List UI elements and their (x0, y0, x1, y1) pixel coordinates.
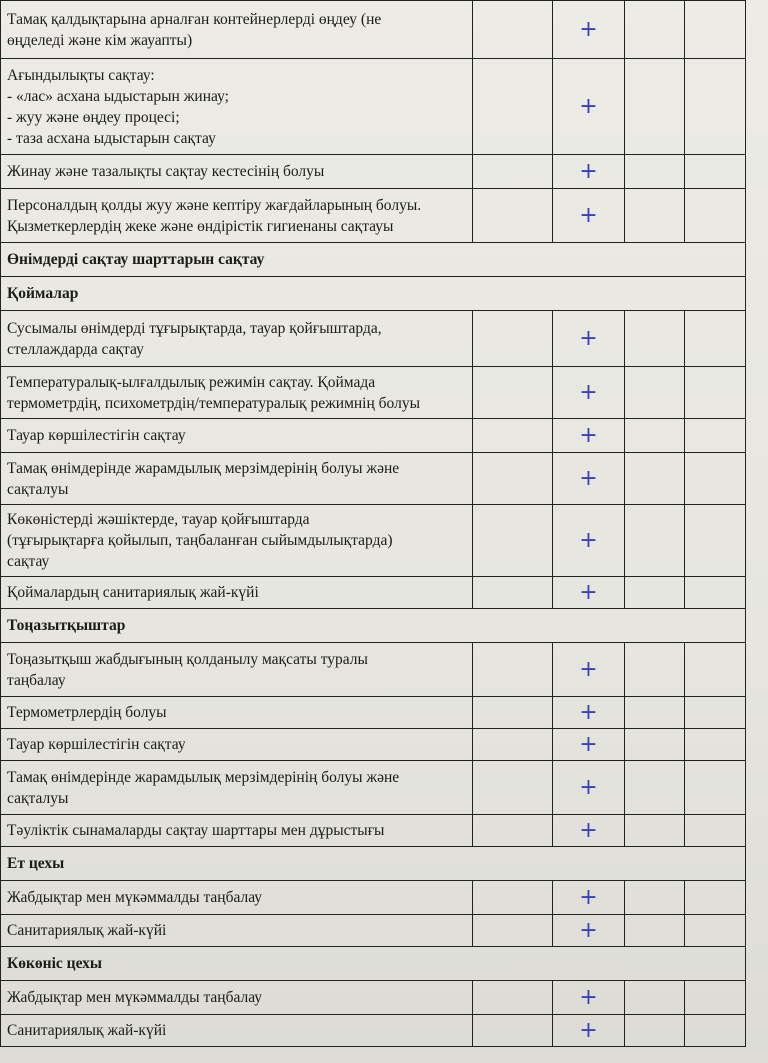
table-row (1, 311, 746, 367)
criterion-line: Тәуліктік сынамаларды сақтау шарттары мен дұрыстығы (7, 822, 385, 839)
criterion-line: Термометрлердің болуы (7, 704, 167, 721)
blank-cell (685, 1015, 746, 1047)
criterion-text (1, 155, 473, 189)
blank-cell (685, 761, 746, 815)
table-row (1, 815, 746, 847)
criterion-line: (тұғырықтарға қойылып, таңбаланған сыйымдылықтарда) (7, 532, 393, 549)
table-row (1, 419, 746, 453)
blank-cell (473, 915, 553, 947)
table-row (1, 155, 746, 189)
blank-cell (473, 59, 553, 155)
table-row (1, 505, 746, 577)
criterion-text (1, 1, 473, 59)
blank-cell (625, 1015, 685, 1047)
criterion-text (1, 577, 473, 609)
blank-cell (625, 505, 685, 577)
criterion-line: - таза асхана ыдыстарын сақтау (7, 129, 216, 147)
table-row (1, 643, 746, 697)
criterion-text (1, 419, 473, 453)
blank-cell (473, 311, 553, 367)
criterion-line: Қызметкерлердің жеке және өндірістік гигиенаны сақтауы (7, 217, 394, 235)
criterion-text (1, 915, 473, 947)
blank-cell (625, 815, 685, 847)
blank-cell (473, 453, 553, 505)
blank-cell (685, 881, 746, 915)
blank-cell (625, 729, 685, 761)
criterion-text (1, 761, 473, 815)
blank-cell (625, 419, 685, 453)
table-row (1, 1, 746, 59)
blank-cell (685, 981, 746, 1015)
blank-cell (473, 419, 553, 453)
criterion-line: Қоймалардың санитариялық жай-күйі (7, 584, 259, 601)
section-header-row (1, 277, 746, 311)
handwritten-plus-mark: + (553, 189, 625, 243)
blank-cell (473, 505, 553, 577)
blank-cell (473, 981, 553, 1015)
criterion-line: сақтау (7, 553, 50, 570)
blank-cell (625, 761, 685, 815)
blank-cell (473, 155, 553, 189)
blank-cell (685, 1, 746, 59)
blank-cell (625, 915, 685, 947)
section-header-row (1, 609, 746, 643)
handwritten-plus-mark: + (553, 1015, 625, 1047)
table-row (1, 981, 746, 1015)
blank-cell (625, 189, 685, 243)
blank-cell (473, 577, 553, 609)
handwritten-plus-mark: + (553, 729, 625, 761)
criterion-line: Тоңазытқыш жабдығының қолданылу мақсаты туралы (7, 650, 368, 668)
criterion-text (1, 453, 473, 505)
blank-cell (473, 1015, 553, 1047)
table-row (1, 367, 746, 419)
handwritten-plus-mark: + (553, 881, 625, 915)
table-row (1, 697, 746, 729)
criterion-line: сақталуы (7, 789, 69, 807)
blank-cell (473, 367, 553, 419)
blank-cell (473, 697, 553, 729)
blank-cell (473, 729, 553, 761)
criterion-text (1, 59, 473, 155)
criterion-line: Санитариялық жай-күйі (7, 1022, 167, 1039)
handwritten-plus-mark: + (553, 981, 625, 1015)
blank-cell (625, 643, 685, 697)
section-title: Көкөніс цехы (1, 947, 746, 981)
handwritten-plus-mark: + (553, 761, 625, 815)
handwritten-plus-mark: + (553, 1, 625, 59)
criterion-text (1, 881, 473, 915)
blank-cell (685, 505, 746, 577)
blank-cell (685, 643, 746, 697)
table-row (1, 915, 746, 947)
section-header-row (1, 243, 746, 277)
blank-cell (685, 729, 746, 761)
blank-cell (625, 881, 685, 915)
table-row (1, 189, 746, 243)
blank-cell (625, 577, 685, 609)
section-title: Ет цехы (1, 847, 746, 881)
criterion-text (1, 311, 473, 367)
criterion-line: Тауар көршілестігін сақтау (7, 736, 186, 753)
blank-cell (473, 189, 553, 243)
blank-cell (473, 643, 553, 697)
criterion-text (1, 697, 473, 729)
criterion-line: таңбалау (7, 671, 66, 689)
blank-cell (473, 761, 553, 815)
criterion-line: Жабдықтар мен мүкәммалды таңбалау (7, 889, 263, 906)
table-row (1, 59, 746, 155)
handwritten-plus-mark: + (553, 311, 625, 367)
blank-cell (625, 59, 685, 155)
blank-cell (625, 453, 685, 505)
handwritten-plus-mark: + (553, 815, 625, 847)
criterion-line: Ағындылықты сақтау: (7, 66, 155, 84)
criterion-text (1, 729, 473, 761)
handwritten-plus-mark: + (553, 505, 625, 577)
checklist-body (1, 1, 746, 1047)
criterion-line: термометрдің, психометрдің/температуралық режимнің болуы (7, 394, 420, 412)
blank-cell (685, 577, 746, 609)
blank-cell (685, 697, 746, 729)
criterion-line: Жабдықтар мен мүкәммалды таңбалау (7, 989, 263, 1006)
criterion-text (1, 505, 473, 577)
blank-cell (685, 915, 746, 947)
criterion-text (1, 815, 473, 847)
blank-cell (473, 815, 553, 847)
criterion-line: Жинау және тазалықты сақтау кестесінің болуы (7, 163, 325, 180)
section-header-row (1, 947, 746, 981)
blank-cell (625, 155, 685, 189)
section-title: Тоңазытқыштар (1, 609, 746, 643)
blank-cell (685, 189, 746, 243)
blank-cell (473, 1, 553, 59)
handwritten-plus-mark: + (553, 367, 625, 419)
criterion-line: Сусымалы өнімдерді тұғырықтарда, тауар қойғыштарда, (7, 319, 382, 337)
criterion-line: стеллаждарда сақтау (7, 340, 144, 358)
handwritten-plus-mark: + (553, 643, 625, 697)
blank-cell (685, 367, 746, 419)
table-row (1, 761, 746, 815)
handwritten-plus-mark: + (553, 697, 625, 729)
criterion-text (1, 981, 473, 1015)
criterion-text (1, 367, 473, 419)
handwritten-plus-mark: + (553, 59, 625, 155)
blank-cell (625, 1, 685, 59)
criterion-text (1, 1015, 473, 1047)
blank-cell (685, 453, 746, 505)
criterion-line: Температуралық-ылғалдылық режимін сақтау. Қоймада (7, 373, 376, 391)
blank-cell (473, 881, 553, 915)
criterion-line: өңделеді және кім жауапты) (7, 31, 193, 49)
blank-cell (685, 815, 746, 847)
section-header-row (1, 847, 746, 881)
criterion-line: сақталуы (7, 480, 69, 498)
criterion-line: Тамақ өнімдерінде жарамдылық мерзімдерінің болуы және (7, 459, 400, 477)
blank-cell (685, 311, 746, 367)
blank-cell (625, 981, 685, 1015)
criterion-line: - «лас» асхана ыдыстарын жинау; (7, 87, 229, 105)
handwritten-plus-mark: + (553, 155, 625, 189)
blank-cell (625, 367, 685, 419)
criterion-line: Тамақ өнімдерінде жарамдылық мерзімдерінің болуы және (7, 768, 400, 786)
criterion-line: Персоналдың қолды жуу және кептіру жағдайларының болуы. (7, 196, 422, 214)
blank-cell (685, 419, 746, 453)
blank-cell (625, 311, 685, 367)
handwritten-plus-mark: + (553, 577, 625, 609)
section-title: Қоймалар (1, 277, 746, 311)
table-row (1, 577, 746, 609)
section-title: Өнімдерді сақтау шарттарын сақтау (1, 243, 746, 277)
handwritten-plus-mark: + (553, 419, 625, 453)
table-row (1, 729, 746, 761)
handwritten-plus-mark: + (553, 453, 625, 505)
handwritten-plus-mark: + (553, 915, 625, 947)
table-row (1, 1015, 746, 1047)
criterion-line: - жуу және өңдеу процесі; (7, 108, 180, 126)
criterion-line: Көкөністерді жәшіктерде, тауар қойғыштарда (7, 511, 310, 528)
criterion-line: Тамақ қалдықтарына арналған контейнерлерді өңдеу (не (7, 10, 382, 28)
criterion-text (1, 643, 473, 697)
blank-cell (625, 697, 685, 729)
table-row (1, 881, 746, 915)
criterion-line: Санитариялық жай-күйі (7, 922, 167, 939)
criterion-text (1, 189, 473, 243)
criterion-line: Тауар көршілестігін сақтау (7, 427, 186, 444)
blank-cell (685, 155, 746, 189)
table-row (1, 453, 746, 505)
blank-cell (685, 59, 746, 155)
